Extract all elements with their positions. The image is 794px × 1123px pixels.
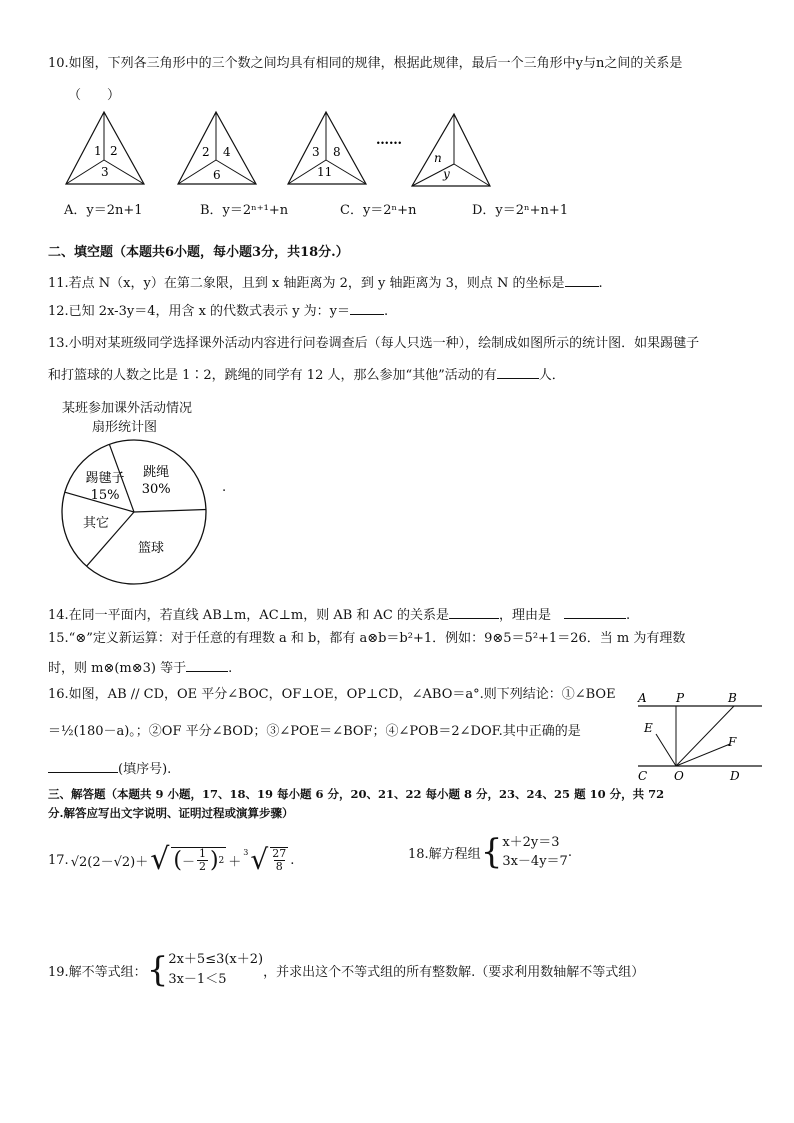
q12-blank (350, 300, 384, 315)
q18-eq2: 3x－4y＝7 (502, 854, 568, 869)
fig-label-o: O (674, 769, 684, 782)
q10-option-d: D．y＝2ⁿ+n+1 (472, 203, 569, 218)
q16-end: (填序号). (118, 762, 172, 777)
fig-label-c: C (638, 769, 648, 782)
q19-text: 19.解不等式组： (48, 964, 147, 980)
brace-icon: { (480, 832, 503, 872)
tri1-b: 2 (110, 144, 118, 158)
cube-root-icon: √ (250, 843, 269, 876)
section2-title: 二、填空题（本题共6小题，每小题3分，共18分.） (48, 245, 349, 260)
sqrt-symbol-icon: √ (150, 842, 170, 877)
q17-num: 17. (48, 852, 69, 868)
q14-end: . (626, 608, 631, 623)
q15-text2: 时，则 m⊗(m⊗3) 等于 (48, 661, 187, 676)
q16-line1: 16.如图，AB // CD，OE 平分∠BOC，OF⊥OE，OP⊥CD，∠ABO＝a°.则下列结论：①∠BOE (48, 687, 616, 702)
chart-title: 某班参加课外活动情况 (62, 401, 193, 416)
pie-slice-label: 跳绳 (143, 465, 170, 481)
triangle-figures (60, 108, 510, 190)
q11 (48, 272, 603, 294)
q15-line2 (48, 657, 232, 679)
q17-end: . (290, 852, 295, 868)
brace-icon: { (146, 950, 169, 990)
tri4-c: y (443, 167, 450, 181)
tri4-a: n (434, 151, 442, 165)
q19-ineq2: 3x－1＜5 (168, 972, 227, 987)
q17-expr1: √2(2－√2)＋ (70, 854, 149, 870)
q16-figure (634, 690, 766, 782)
q14-mid: ，理由是 (499, 608, 552, 623)
triangle-dots: …… (376, 133, 402, 148)
q10-text: 10.如图，下列各三角形中的三个数之间均具有相同的规律，根据此规律，最后一个三角形中y与n之间的关系是 (48, 56, 683, 71)
q19 (48, 948, 644, 992)
pie-divider (134, 509, 206, 512)
q14-blank1 (449, 604, 499, 619)
q19-tail: ，并求出这个不等式组的所有整数解.（要求利用数轴解不等式组） (263, 964, 645, 980)
chart-dot: . (222, 480, 227, 495)
fig-label-b: B (728, 691, 737, 705)
fig-label-a: A (638, 691, 647, 705)
pie-slice-value: 15% (90, 487, 120, 503)
q14-blank2 (564, 604, 626, 619)
q16-line3 (48, 758, 171, 780)
triangle-2 (178, 112, 256, 184)
q16-line2: ＝½(180－a)。；②OF 平分∠BOD；③∠POE＝∠BOF；④∠POB＝2∠DOF.其中正确的是 (48, 724, 581, 739)
q12 (48, 300, 388, 322)
tri3-c: 11 (317, 165, 333, 179)
tri3-b: 8 (333, 145, 341, 159)
q16-blank (48, 758, 118, 773)
q10-option-c: C．y＝2ⁿ+n (340, 203, 417, 218)
q17-cube-num: 27 (272, 847, 287, 860)
q10-option-b: B．y＝2ⁿ⁺¹+n (200, 203, 289, 218)
q15-end: . (228, 661, 233, 676)
pie-chart (60, 436, 220, 588)
q17-frac-num: 1 (198, 847, 206, 860)
tri2-a: 2 (202, 145, 210, 159)
q19-system (168, 950, 263, 990)
q14-text: 14.在同一平面内，若直线 AB⊥m，AC⊥m，则 AB 和 AC 的关系是 (48, 608, 449, 623)
tri1-a: 1 (94, 144, 102, 158)
fig-label-d: D (730, 769, 740, 782)
q17-radicand: ( － $\frac{1}{2}$ ) 2 (173, 847, 225, 873)
q14 (48, 604, 630, 626)
q13-line2 (48, 364, 565, 386)
q17-cube-den: 8 (275, 860, 283, 873)
pie-slice-label: 其它 (83, 516, 110, 532)
q13-blank (497, 364, 539, 379)
q17: 17. √2(2－√2)＋ √ ( － $\frac{1}{2}$ ) 2 ＋ 3 √ $\frac{27}{8}$ . (48, 842, 295, 877)
q15-line1: 15.“⊗”定义新运算：对于任意的有理数 a 和 b，都有 a⊗b＝b²+1．例如：9⊗5＝5²+1＝26．当 m 为有理数 (48, 631, 686, 646)
triangle-4 (412, 114, 490, 186)
q18-text: 18.解方程组 (408, 846, 481, 862)
tri2-b: 4 (223, 145, 231, 159)
q11-text: 11.若点 N（x，y）在第二象限，且到 x 轴距离为 2，到 y 轴距离为 3，则点 N 的坐标是 (48, 276, 565, 291)
pie-slice-value: 30% (141, 482, 171, 498)
tri1-c: 3 (101, 165, 109, 179)
q18-end: . (567, 844, 572, 860)
q18-eq1: x＋2y＝3 (502, 835, 560, 850)
tri2-c: 6 (213, 168, 221, 182)
q12-end: . (384, 304, 389, 319)
fig-label-f: F (728, 735, 737, 749)
fig-label-p: P (676, 691, 685, 705)
section3-line2: 分.解答应写出文字说明、证明过程或演算步骤） (48, 806, 294, 820)
q15-blank (186, 657, 228, 672)
fig-label-e: E (644, 721, 653, 735)
q17-frac-den: 2 (198, 860, 206, 873)
tri3-a: 3 (312, 145, 320, 159)
q17-cube (270, 847, 288, 873)
pie-slice-label: 篮球 (137, 540, 164, 556)
pie-slice-label: 踢毽子 (85, 470, 125, 486)
q11-blank (565, 272, 599, 287)
section3-line1: 三、解答题（本题共 9 小题，17、18、19 每小题 6 分，20、21、22 每小题 8 分，23、24、25 题 10 分，共 72 (48, 787, 665, 801)
q18 (408, 830, 572, 874)
q12-text: 12.已知 2x-3y＝4，用含 x 的代数式表示 y 为：y＝ (48, 304, 351, 319)
q13-line1: 13.小明对某班级同学选择课外活动内容进行问卷调查后（每人只选一种），绘制成如图所示的统计图．如果踢毽子 (48, 336, 700, 351)
q11-end: . (598, 276, 603, 291)
triangle-1 (66, 112, 144, 184)
q10-option-a: A．y＝2n+1 (64, 203, 143, 218)
triangle-3 (288, 112, 366, 184)
q18-system (502, 833, 568, 871)
q13-text2: 和打篮球的人数之比是 1∶2，跳绳的同学有 12 人，那么参加“其他”活动的有 (48, 368, 497, 383)
chart-subtitle: 扇形统计图 (92, 420, 158, 435)
q10-paren: （ ） (68, 88, 121, 103)
q13-end: 人． (538, 368, 565, 383)
q19-ineq1: 2x＋5≤3(x＋2) (168, 952, 264, 967)
